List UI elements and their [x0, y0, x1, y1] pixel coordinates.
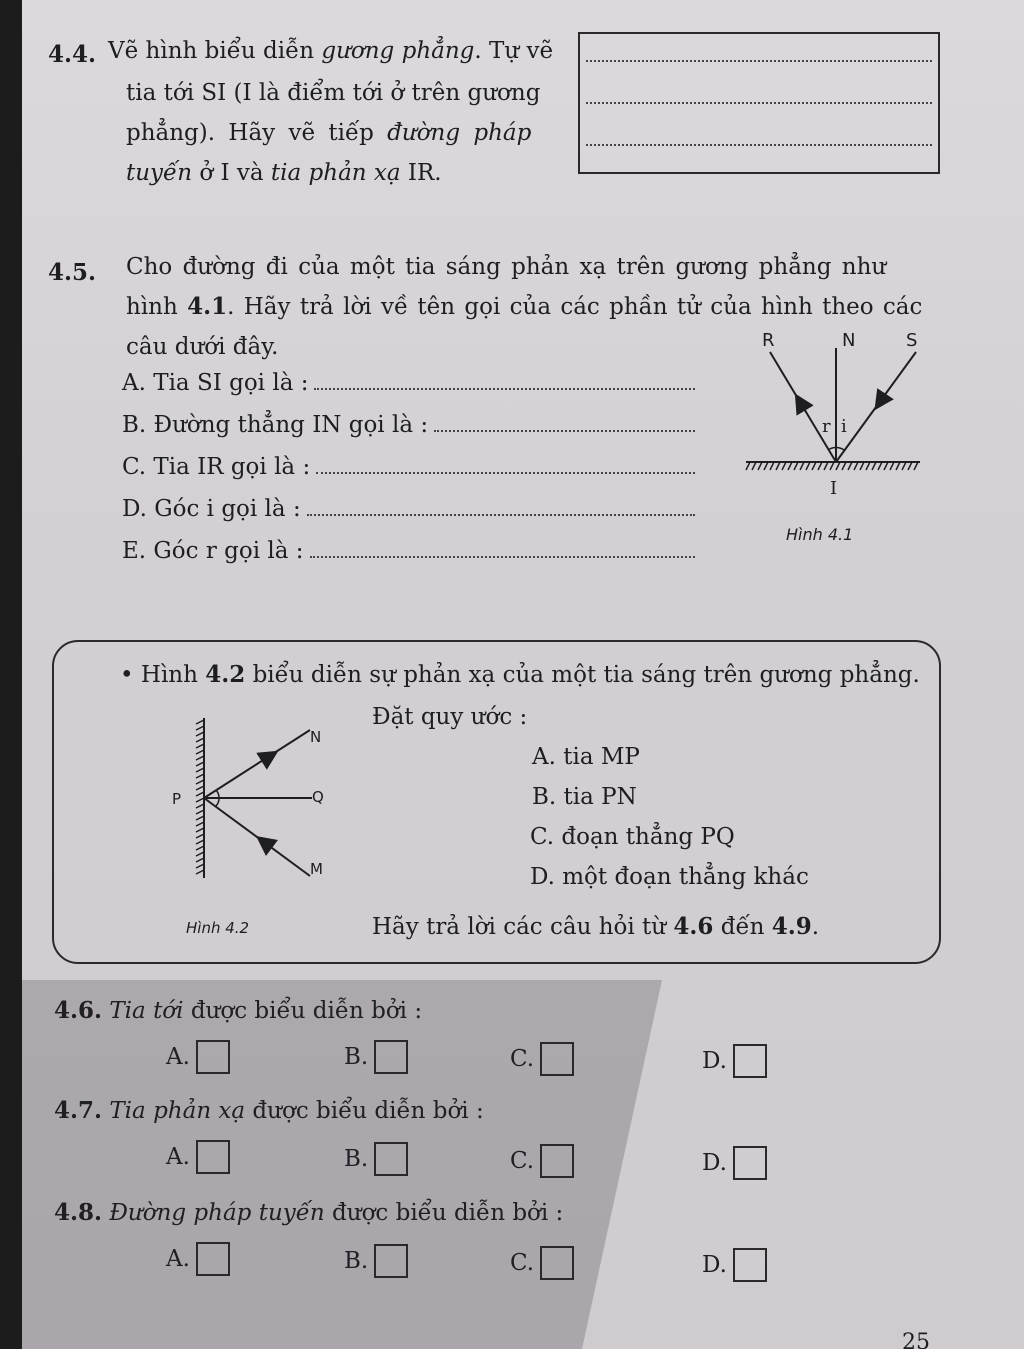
answer-box-4-4[interactable] [578, 32, 940, 174]
label-N: N [310, 728, 322, 746]
question-4-8: 4.8. Đường pháp tuyến được biểu diễn bởi : [54, 1199, 564, 1226]
q45-item-d: D. Góc i gọi là : [122, 494, 697, 524]
question-number: 4.4. [48, 41, 97, 68]
q45-line-1: Cho đường đi của một tia sáng phản xạ trên gương phẳng như [126, 254, 887, 280]
q45-item-c: C. Tia IR gọi là : [122, 452, 697, 482]
dotted-answer-line [586, 102, 932, 104]
mirror-hatching [746, 462, 918, 470]
q44-line-1: Vẽ hình biểu diễn gương phẳng. Tự vẽ [108, 38, 554, 64]
label-P: P [172, 790, 182, 808]
convention-label: Đặt quy ước : [372, 704, 528, 730]
q45-line-2: hình 4.1. Hãy trả lời về tên gọi của các phần tử của hình theo các [126, 293, 923, 320]
answer-checkbox[interactable] [196, 1140, 230, 1174]
dotted-answer-line[interactable] [310, 536, 696, 558]
answer-checkbox[interactable] [540, 1144, 574, 1178]
answer-checkbox[interactable] [733, 1044, 767, 1078]
label-M: M [310, 860, 323, 878]
dotted-answer-line [586, 60, 932, 62]
q45-item-b: B. Đường thẳng IN gọi là : [122, 410, 697, 440]
q46-choice-a: A. [166, 1040, 230, 1074]
incident-ray-SI [836, 352, 916, 462]
q48-choice-a: A. [166, 1242, 230, 1276]
label-S: S [906, 330, 918, 351]
q48-choice-c: C. [510, 1246, 574, 1280]
mirror-hatching [196, 720, 204, 874]
label-N: N [842, 330, 856, 351]
figure-4-1 [722, 320, 952, 555]
option-c: C. đoạn thẳng PQ [530, 824, 735, 850]
page-number: 25 [902, 1330, 930, 1349]
figure-4-2 [162, 700, 362, 945]
label-i: i [841, 416, 847, 437]
q47-choice-d: D. [702, 1146, 767, 1180]
instruction-line: Hãy trả lời các câu hỏi từ 4.6 đến 4.9. [372, 913, 820, 940]
q47-choice-c: C. [510, 1144, 574, 1178]
q44-line-4: tuyến ở I và tia phản xạ IR. [126, 160, 442, 186]
answer-checkbox[interactable] [733, 1146, 767, 1180]
label-Q: Q [312, 788, 324, 806]
figure-caption: Hình 4.1 [786, 525, 854, 544]
label-R: R [762, 330, 775, 351]
answer-checkbox[interactable] [374, 1142, 408, 1176]
q46-choice-c: C. [510, 1042, 574, 1076]
question-4-5-number: 4.5. [48, 259, 97, 286]
arrow-head-icon [880, 393, 886, 402]
answer-checkbox[interactable] [196, 1242, 230, 1276]
answer-checkbox[interactable] [733, 1248, 767, 1282]
dotted-answer-line [586, 144, 932, 146]
q45-item-e: E. Góc r gọi là : [122, 536, 697, 566]
option-d: D. một đoạn thẳng khác [530, 864, 809, 890]
option-b: B. tia PN [532, 784, 637, 810]
q44-line-2: tia tới SI (I là điểm tới ở trên gương [126, 80, 541, 106]
dotted-answer-line[interactable] [434, 410, 695, 432]
q46-choice-d: D. [702, 1044, 767, 1078]
ray-PN [204, 730, 310, 798]
q45-item-a: A. Tia SI gọi là : [122, 368, 697, 398]
answer-checkbox[interactable] [374, 1244, 408, 1278]
answer-checkbox[interactable] [196, 1040, 230, 1074]
arrow-head-icon [262, 756, 270, 761]
q45-line-3: câu dưới đây. [126, 334, 279, 360]
question-4-6: 4.6. Tia tới được biểu diễn bởi : [54, 997, 423, 1024]
question-4-7: 4.7. Tia phản xạ được biểu diễn bởi : [54, 1097, 484, 1124]
dotted-answer-line[interactable] [307, 494, 695, 516]
answer-checkbox[interactable] [540, 1246, 574, 1280]
question-4-4 [48, 40, 96, 70]
ray-MP [204, 798, 310, 876]
figure-caption: Hình 4.2 [186, 919, 250, 937]
q44-line-3: phẳng). Hãy vẽ tiếp đường pháp [126, 120, 532, 146]
option-a: A. tia MP [532, 744, 640, 770]
q48-choice-d: D. [702, 1248, 767, 1282]
arrow-head-icon [800, 402, 806, 412]
dotted-answer-line[interactable] [314, 368, 695, 390]
label-r: r [822, 416, 831, 437]
textbook-page [22, 0, 1024, 1349]
dotted-answer-line[interactable] [316, 452, 695, 474]
answer-checkbox[interactable] [540, 1042, 574, 1076]
arrow-head-icon [264, 842, 272, 848]
label-I: I [830, 478, 838, 499]
q47-choice-a: A. [166, 1140, 230, 1174]
q48-choice-b: B. [344, 1244, 408, 1278]
box-line-1: • Hình 4.2 biểu diễn sự phản xạ của một tia sáng trên gương phẳng. [120, 661, 920, 688]
q46-choice-b: B. [344, 1040, 408, 1074]
q47-choice-b: B. [344, 1142, 408, 1176]
answer-checkbox[interactable] [374, 1040, 408, 1074]
